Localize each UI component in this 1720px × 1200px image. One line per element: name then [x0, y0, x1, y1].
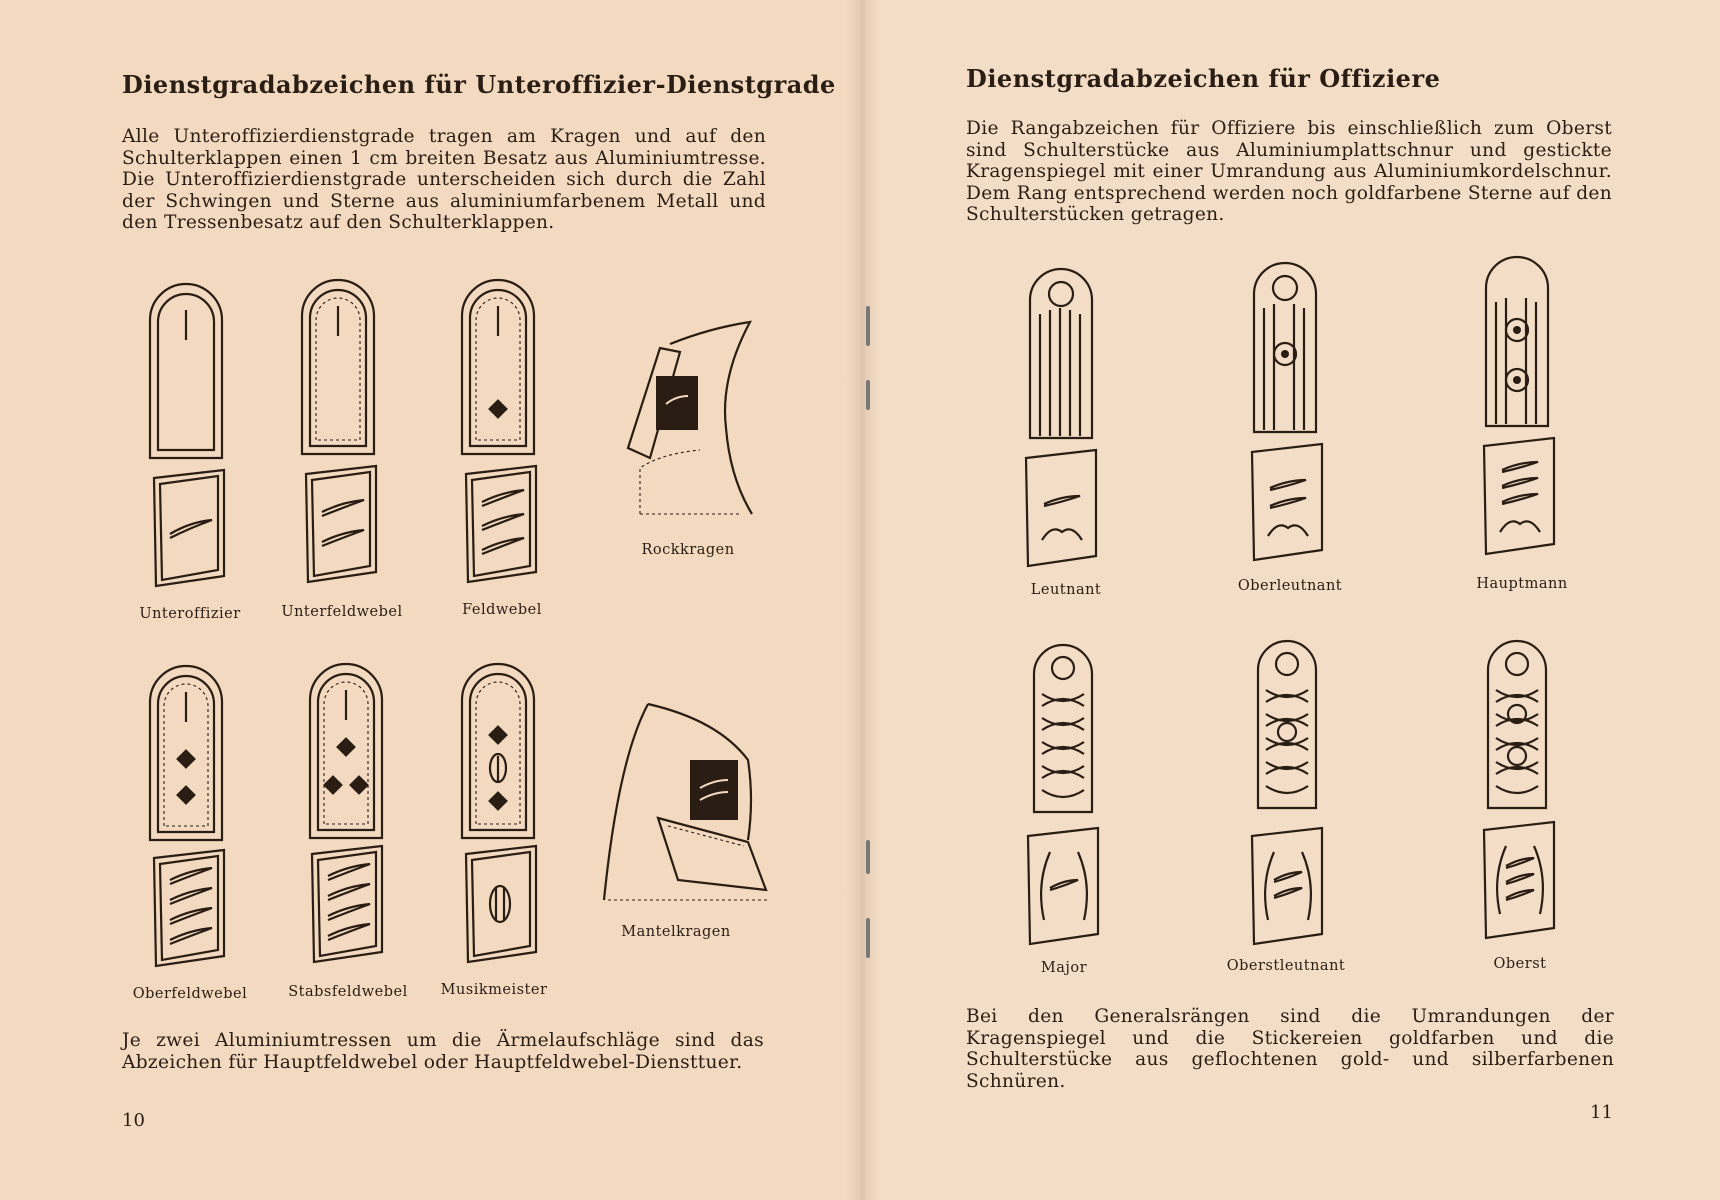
- caption-unteroffizier: Unteroffizier: [139, 606, 241, 622]
- leutnant-shoulder-board: [1026, 264, 1096, 440]
- stabsfeldwebel-collar-tab: [308, 842, 388, 966]
- major-shoulder-board: [1030, 640, 1096, 816]
- major-collar-tab: [1024, 824, 1104, 948]
- oberfeldwebel-shoulder-strap: [146, 662, 226, 842]
- caption-oberleutnant: Oberleutnant: [1237, 578, 1343, 594]
- caption-oberst: Oberst: [1493, 956, 1547, 972]
- left-page-footer-text: Je zwei Aluminiumtressen um die Ärmelaufschläge sind das Abzeichen für Hauptfeldwebel oder Hauptfeldwebel-Diensttuer.: [122, 1030, 764, 1073]
- musikmeister-shoulder-strap: [458, 660, 538, 840]
- unteroffizier-collar-tab: [150, 466, 230, 590]
- right-page: [862, 0, 1720, 1200]
- oberstleutnant-shoulder-board: [1254, 636, 1320, 812]
- caption-hauptmann: Hauptmann: [1476, 576, 1568, 592]
- unterfeldwebel-shoulder-strap: [298, 276, 378, 456]
- oberfeldwebel-collar-tab: [150, 846, 230, 970]
- hauptmann-collar-tab: [1480, 434, 1560, 558]
- caption-mantelkragen: Mantelkragen: [621, 924, 731, 940]
- right-page-intro: Die Rangabzeichen für Offiziere bis einschließlich zum Oberst sind Schulterstücke aus Aluminiumplattschnur und gestickte Kragenspiegel mit einer Umrandung aus Aluminiumkordelschnur. Dem Rang entsprechend werden noch goldfarbene Sterne auf den Schulterstücken getragen.: [966, 118, 1612, 225]
- oberleutnant-collar-tab: [1248, 440, 1328, 564]
- oberst-collar-tab: [1480, 818, 1560, 942]
- rockkragen-illustration: [620, 318, 760, 518]
- caption-oberfeldwebel: Oberfeldwebel: [132, 986, 248, 1002]
- leutnant-collar-tab: [1022, 446, 1102, 570]
- caption-musikmeister: Musikmeister: [440, 982, 548, 998]
- stabsfeldwebel-shoulder-strap: [306, 660, 386, 840]
- right-page-heading: Dienstgradabzeichen für Offiziere: [966, 64, 1441, 93]
- oberst-shoulder-board: [1484, 636, 1550, 812]
- left-page-heading: Dienstgradabzeichen für Unteroffizier-Dienstgrade: [122, 70, 836, 99]
- unterfeldwebel-collar-tab: [302, 462, 382, 586]
- unteroffizier-shoulder-strap: [146, 280, 226, 460]
- musikmeister-collar-tab: [462, 842, 542, 966]
- oberleutnant-shoulder-board: [1250, 258, 1320, 434]
- caption-leutnant: Leutnant: [1030, 582, 1102, 598]
- feldwebel-collar-tab: [462, 462, 542, 586]
- caption-stabsfeldwebel: Stabsfeldwebel: [288, 984, 408, 1000]
- feldwebel-shoulder-strap: [458, 276, 538, 456]
- caption-major: Major: [1040, 960, 1088, 976]
- left-page-intro: Alle Unteroffizierdienstgrade tragen am Kragen und auf den Schulterklappen einen 1 cm breiten Besatz aus Aluminiumtresse. Die Unteroffizierdienstgrade unterscheiden sich durch die Zahl der Schwingen und Sterne aus aluminiumfarbenem Metall und den Tressenbesatz auf den Schulterklappen.: [122, 126, 766, 233]
- caption-feldwebel: Feldwebel: [462, 602, 542, 618]
- oberstleutnant-collar-tab: [1248, 824, 1328, 948]
- caption-unterfeldwebel: Unterfeldwebel: [281, 604, 403, 620]
- caption-oberstleutnant: Oberstleutnant: [1226, 958, 1346, 974]
- left-page-number: 10: [122, 1110, 145, 1131]
- caption-rockkragen: Rockkragen: [641, 542, 735, 558]
- right-page-number: 11: [1590, 1102, 1613, 1123]
- mantelkragen-illustration: [598, 700, 778, 910]
- right-page-footer-text: Bei den Generalsrängen sind die Umrandungen der Kragenspiegel und die Stickereien goldfarben und die Schulterstücke aus geflochtenen gold- und silberfarbenen Schnüren.: [966, 1006, 1614, 1092]
- hauptmann-shoulder-board: [1482, 252, 1552, 428]
